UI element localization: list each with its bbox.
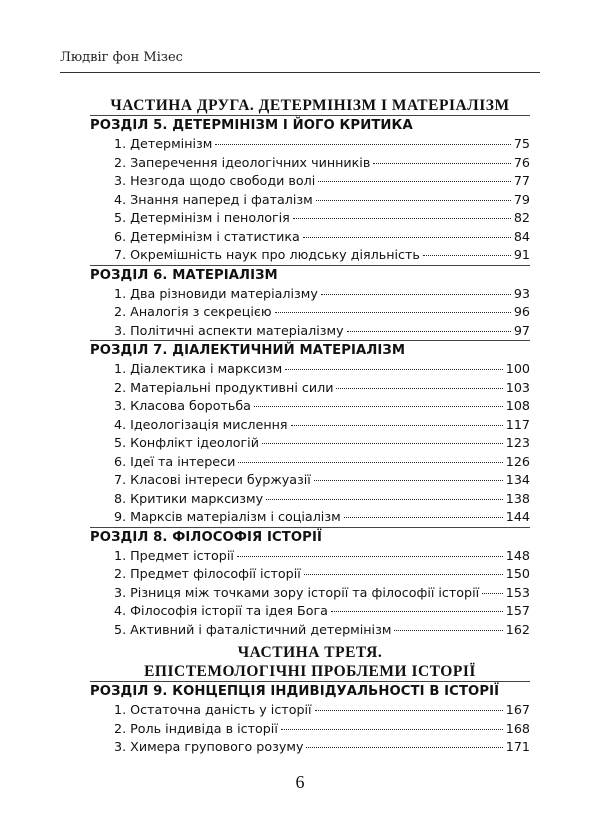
toc-entry-title: 5. Детермінізм і пенологія xyxy=(114,210,290,225)
toc-entry[interactable] xyxy=(90,720,530,739)
toc-section xyxy=(90,115,530,265)
toc-entry[interactable] xyxy=(90,172,530,191)
part-two-sections xyxy=(90,115,530,639)
toc-entry-page: 153 xyxy=(505,584,530,600)
toc-entry-title: 4. Філософія історії та ідея Бога xyxy=(114,603,328,618)
toc-entry-title: 2. Предмет філософії історії xyxy=(114,566,301,581)
toc-entry-title: 7. Окремішність наук про людську діяльність xyxy=(114,247,420,262)
dot-leader xyxy=(215,144,511,145)
toc-entry-page: 84 xyxy=(513,228,530,244)
toc-entry-title: 2. Аналогія з секрецією xyxy=(114,304,272,319)
toc-entry[interactable] xyxy=(90,360,530,379)
dot-leader xyxy=(331,611,503,612)
header-rule xyxy=(60,72,540,73)
toc-entry[interactable] xyxy=(90,303,530,322)
toc-entry-title: 3. Незгода щодо свободи волі xyxy=(114,173,316,188)
toc-entry-page: 100 xyxy=(505,361,530,376)
toc-entry-page: 123 xyxy=(505,435,530,450)
toc-entry-page: 117 xyxy=(505,416,530,432)
toc-entry-title: 5. Конфлікт ідеологій xyxy=(114,435,259,450)
toc-entry-title: 7. Класові інтереси буржуазії xyxy=(114,472,311,487)
toc-entry[interactable] xyxy=(90,602,530,621)
toc-entry-page: 167 xyxy=(505,702,530,717)
toc-entry[interactable] xyxy=(90,471,530,490)
dot-leader xyxy=(281,729,503,730)
toc-entry[interactable] xyxy=(90,508,530,527)
dot-leader xyxy=(394,630,502,631)
toc-entry-page: 171 xyxy=(505,739,530,754)
part-three-title-line2: ЕПІСТЕМОЛОГІЧНІ ПРОБЛЕМИ ІСТОРІЇ xyxy=(144,663,476,680)
toc-entry[interactable] xyxy=(90,285,530,304)
toc-entry-page: 144 xyxy=(505,509,530,524)
toc-entry[interactable] xyxy=(90,379,530,398)
toc-entry-page: 150 xyxy=(505,566,530,581)
dot-leader xyxy=(316,200,511,201)
toc-entry-title: 2. Матеріальні продуктивні сили xyxy=(114,379,334,395)
toc-entry-page: 157 xyxy=(505,603,530,618)
dot-leader xyxy=(336,388,502,389)
section-title: РОЗДІЛ 7. ДІАЛЕКТИЧНИЙ МАТЕРІАЛІЗМ xyxy=(90,343,406,358)
toc-entry-page: 93 xyxy=(513,285,530,301)
toc-entry-page: 162 xyxy=(505,621,530,637)
toc-entry-title: 3. Класова боротьба xyxy=(114,398,251,413)
dot-leader xyxy=(347,331,511,332)
toc-entry-title: 8. Критики марксизму xyxy=(114,490,264,506)
toc-entry-title: 2. Роль індивіда в історії xyxy=(114,720,278,736)
toc-entry-title: 1. Детермінізм xyxy=(114,136,213,151)
toc-entry[interactable] xyxy=(90,701,530,720)
toc-entry-title: 1. Діалектика і марксизм xyxy=(114,361,283,376)
table-of-contents xyxy=(90,96,530,757)
dot-leader xyxy=(285,369,503,370)
toc-entry[interactable] xyxy=(90,565,530,584)
part-three-title-line1: ЧАСТИНА ТРЕТЯ. xyxy=(237,644,383,661)
toc-entry-title: 1. Остаточна даність у історії xyxy=(114,702,312,717)
part-two-title: ЧАСТИНА ДРУГА. ДЕТЕРМІНІЗМ І МАТЕРІАЛІЗМ xyxy=(110,97,510,114)
toc-entry-page: 91 xyxy=(513,247,530,262)
toc-entry[interactable] xyxy=(90,322,530,341)
dot-leader xyxy=(315,710,503,711)
dot-leader xyxy=(344,517,503,518)
toc-entry-page: 75 xyxy=(513,136,530,151)
toc-entry-page: 168 xyxy=(505,720,530,736)
toc-entry-page: 79 xyxy=(513,191,530,207)
toc-entry[interactable] xyxy=(90,547,530,566)
toc-entry-title: 2. Заперечення ідеологічних чинників xyxy=(114,154,371,170)
section-title: РОЗДІЛ 5. ДЕТЕРМІНІЗМ І ЙОГО КРИТИКА xyxy=(90,118,413,133)
toc-entry-title: 9. Марксів матеріалізм і соціалізм xyxy=(114,509,341,524)
dot-leader xyxy=(254,406,503,407)
toc-entry[interactable] xyxy=(90,397,530,416)
toc-entry-page: 108 xyxy=(505,398,530,413)
toc-entry[interactable] xyxy=(90,490,530,509)
toc-entry-page: 76 xyxy=(513,154,530,170)
section-title: РОЗДІЛ 6. МАТЕРІАЛІЗМ xyxy=(90,267,278,283)
toc-entry-title: 3. Різниця між точками зору історії та філософії історії xyxy=(114,584,480,600)
dot-leader xyxy=(306,747,502,748)
toc-entry[interactable] xyxy=(90,209,530,228)
toc-entry[interactable] xyxy=(90,191,530,210)
dot-leader xyxy=(262,443,503,444)
toc-entry[interactable] xyxy=(90,416,530,435)
toc-entry-title: 3. Химера групового розуму xyxy=(114,739,304,754)
toc-entry[interactable] xyxy=(90,135,530,154)
dot-leader xyxy=(373,163,511,164)
toc-entry[interactable] xyxy=(90,246,530,265)
toc-entry-title: 4. Знання наперед і фаталізм xyxy=(114,191,313,207)
toc-entry[interactable] xyxy=(90,453,530,472)
dot-leader xyxy=(238,462,502,463)
toc-entry-page: 148 xyxy=(505,547,530,563)
toc-entry-page: 97 xyxy=(513,322,530,338)
dot-leader xyxy=(275,312,511,313)
toc-entry-title: 4. Ідеологізація мислення xyxy=(114,416,288,432)
toc-entry-page: 77 xyxy=(513,173,530,188)
toc-entry-title: 1. Два різновиди матеріалізму xyxy=(114,285,318,301)
toc-section xyxy=(90,681,530,757)
toc-entry[interactable] xyxy=(90,738,530,757)
dot-leader xyxy=(304,574,503,575)
dot-leader xyxy=(293,218,511,219)
page-number: 6 xyxy=(295,772,305,792)
dot-leader xyxy=(303,237,511,238)
toc-section xyxy=(90,265,530,341)
part-three-sections xyxy=(90,681,530,757)
toc-entry-title: 3. Політичні аспекти матеріалізму xyxy=(114,322,344,338)
toc-entry[interactable] xyxy=(90,434,530,453)
toc-entry[interactable] xyxy=(90,154,530,173)
toc-entry-title: 1. Предмет історії xyxy=(114,547,234,563)
dot-leader xyxy=(314,480,503,481)
toc-entry[interactable] xyxy=(90,584,530,603)
dot-leader xyxy=(266,499,503,500)
dot-leader xyxy=(237,556,503,557)
toc-entry-page: 82 xyxy=(513,210,530,225)
toc-entry[interactable] xyxy=(90,621,530,640)
toc-entry-page: 126 xyxy=(505,453,530,469)
running-head-author: Людвіг фон Мізес xyxy=(60,50,183,65)
toc-section xyxy=(90,340,530,527)
dot-leader xyxy=(482,593,503,594)
toc-entry-title: 6. Детермінізм і статистика xyxy=(114,228,300,244)
toc-entry-page: 103 xyxy=(505,379,530,395)
dot-leader xyxy=(423,255,511,256)
toc-entry[interactable] xyxy=(90,228,530,247)
toc-section xyxy=(90,527,530,640)
toc-entry-page: 138 xyxy=(505,490,530,506)
dot-leader xyxy=(321,294,511,295)
section-title: РОЗДІЛ 9. КОНЦЕПЦІЯ ІНДИВІДУАЛЬНОСТІ В ІСТОРІЇ xyxy=(90,684,500,699)
dot-leader xyxy=(291,425,503,426)
toc-entry-page: 96 xyxy=(513,304,530,319)
toc-entry-title: 5. Активний і фаталістичний детермінізм xyxy=(114,621,392,637)
section-title: РОЗДІЛ 8. ФІЛОСОФІЯ ІСТОРІЇ xyxy=(90,529,322,545)
dot-leader xyxy=(318,181,511,182)
toc-entry-title: 6. Ідеї та інтереси xyxy=(114,453,236,469)
toc-entry-page: 134 xyxy=(505,472,530,487)
